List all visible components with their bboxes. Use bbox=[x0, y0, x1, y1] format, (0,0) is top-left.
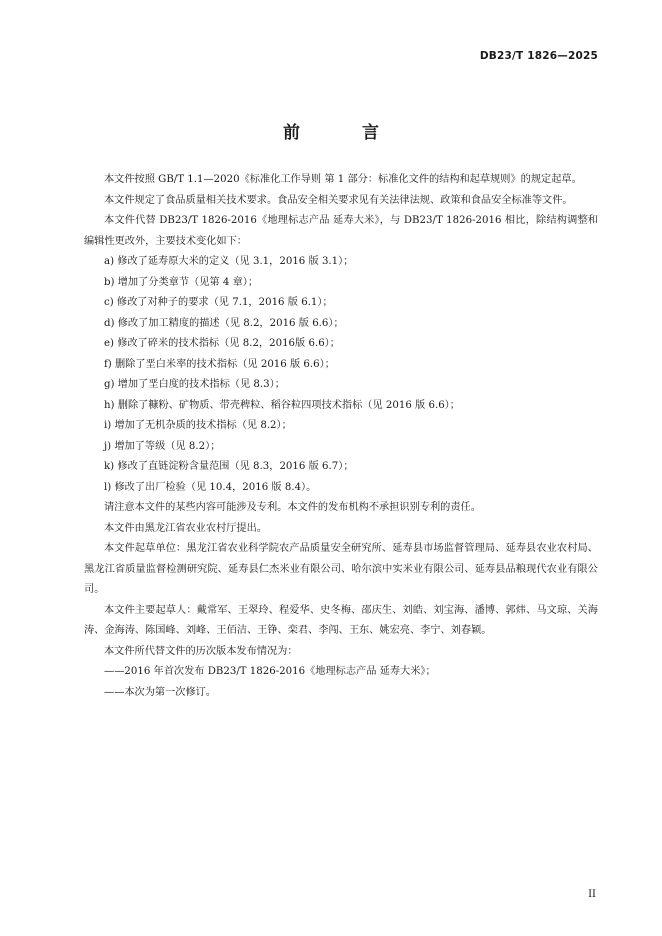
paragraph-replacement: 本文件代替 DB23/T 1826-2016《地理标志产品 延寿大米》，与 DB23/T 1826-2016 相比，除结构调整和编辑性更改外，主要技术变化如下： bbox=[84, 215, 598, 247]
change-item-d: d) 修改了加工精度的描述（见 8.2，2016 版 6.6）； bbox=[104, 317, 344, 329]
foreword-body bbox=[84, 170, 598, 703]
paragraph-drafting-rules: 本文件按照 GB/T 1.1—2020《标准化工作导则 第 1 部分：标准化文件的结构和起草规则》的规定起草。 bbox=[104, 174, 582, 185]
page-number: II bbox=[588, 889, 596, 900]
change-item-j: j) 增加了等级（见 8.2）； bbox=[104, 440, 221, 452]
change-item-h: h) 删除了糠粉、矿物质、带壳稗粒、稻谷粒四项技术指标（见 2016 版 6.6）； bbox=[104, 399, 460, 411]
history-item-2016: ——2016 年首次发布 DB23/T 1826-2016《地理标志产品 延寿大米》； bbox=[104, 666, 436, 677]
change-item-g: g) 增加了垩白度的技术指标（见 8.3）； bbox=[104, 379, 285, 390]
change-item-b: b) 增加了分类章节（见第 4 章）； bbox=[104, 276, 259, 288]
change-item-a: a) 修改了延寿原大米的定义（见 3.1，2016 版 3.1）； bbox=[104, 256, 354, 267]
change-item-e: e) 修改了碎米的技术指标（见 8.2，2016版 6.6）； bbox=[104, 338, 340, 349]
history-item-current: ——本次为第一次修订。 bbox=[104, 686, 217, 698]
standard-code: DB23/T 1826—2025 bbox=[479, 50, 598, 62]
paragraph-history-intro: 本文件所代替文件的历次版本发布情况为： bbox=[104, 645, 298, 657]
paragraph-main-drafters: 本文件主要起草人：戴常军、王翠玲、程爱华、史冬梅、邵庆生、刘皓、刘宝海、潘博、郭炜、马文琼、关海涛、金海涛、陈国峰、刘峰、王佰洁、王铮、栾君、李闯、王东、姚宏亮、李宁、刘春颖。 bbox=[84, 604, 598, 636]
change-item-k: k) 修改了直链淀粉含量范围（见 8.3，2016 版 6.7）； bbox=[104, 461, 354, 472]
change-item-i: i) 增加了无机杂质的技术指标（见 8.2）； bbox=[104, 420, 292, 431]
change-item-l: l) 修改了出厂检验（见 10.4，2016 版 8.4）。 bbox=[104, 481, 317, 493]
paragraph-proposer: 本文件由黑龙江省农业农村厅提出。 bbox=[104, 522, 267, 534]
paragraph-scope-note: 本文件规定了食品质量相关技术要求。食品安全相关要求见有关法律法规、政策和食品安全标准等文件。 bbox=[104, 194, 573, 206]
change-item-f: f) 删除了垩白米率的技术指标（见 2016 版 6.6）； bbox=[104, 358, 335, 370]
page-title: 前 言 bbox=[283, 123, 407, 143]
paragraph-patent-notice: 请注意本文件的某些内容可能涉及专利。本文件的发布机构不承担识别专利的责任。 bbox=[104, 502, 481, 513]
change-item-c: c) 修改了对种子的要求（见 7.1，2016 版 6.1）； bbox=[104, 297, 333, 308]
paragraph-drafting-units: 本文件起草单位：黑龙江省农业科学院农产品质量安全研究所、延寿县市场监督管理局、延寿县农业农村局、黑龙江省质量监督检测研究院、延寿县仁杰米业有限公司、哈尔滨中实米业有限公司、延寿县品粮现代农业有限公司。 bbox=[84, 543, 598, 595]
